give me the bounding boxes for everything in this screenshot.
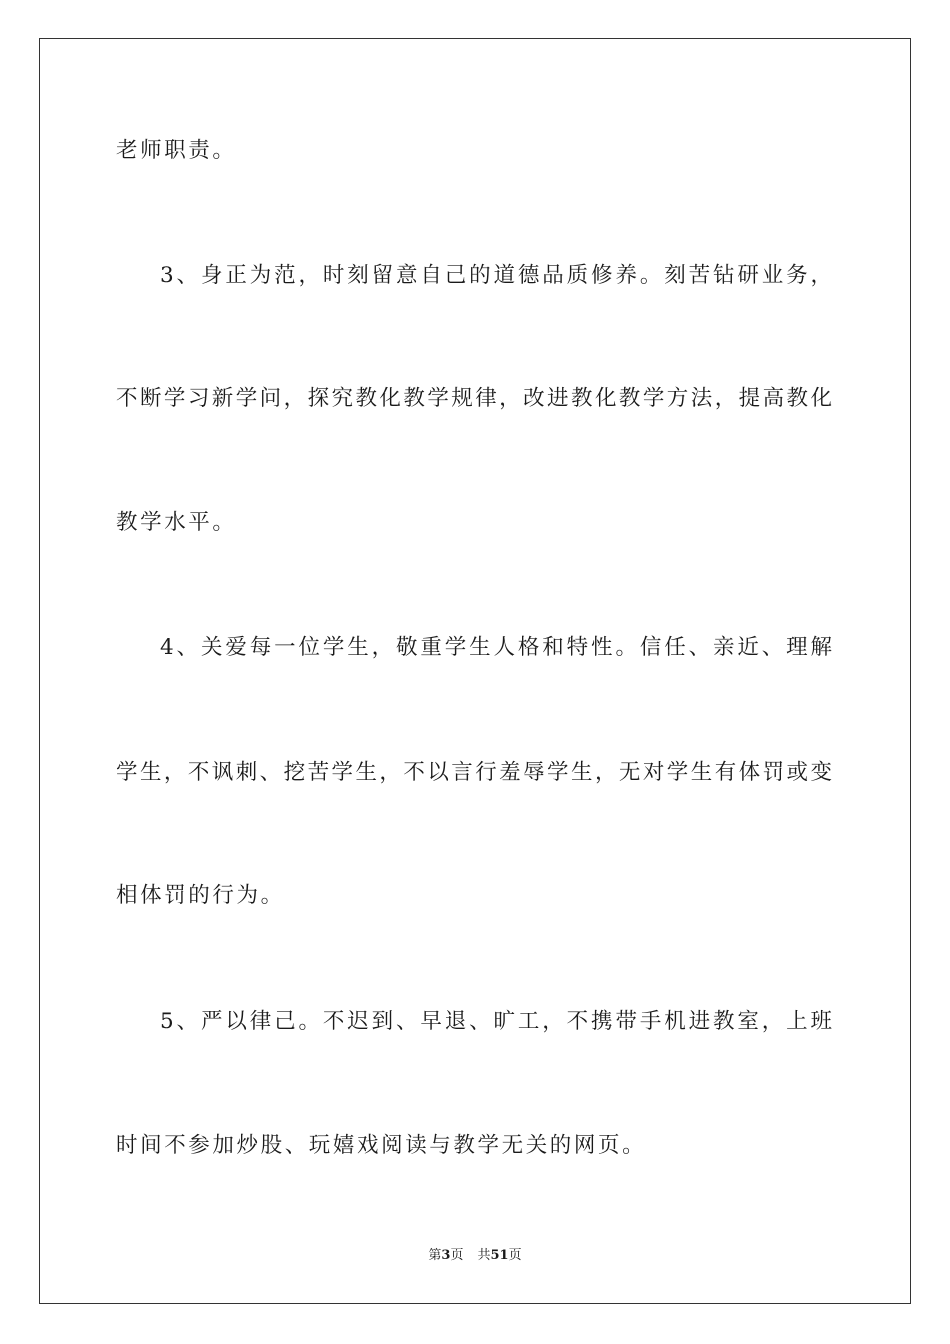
paragraph-line: 时间不参加炒股、玩嬉戏阅读与教学无关的网页。	[116, 1133, 647, 1158]
total-pages-number: 51	[490, 1248, 509, 1263]
total-pages-prefix: 共	[477, 1248, 491, 1263]
total-pages-suffix: 页	[508, 1248, 522, 1263]
paragraph-line: 教学水平。	[116, 510, 237, 535]
page-footer	[0, 1247, 950, 1265]
page-number-prefix: 第	[428, 1248, 442, 1263]
page-border	[39, 38, 911, 1304]
paragraph-line: 相体罚的行为。	[116, 883, 285, 908]
paragraph-line: 学生，不讽刺、挖苦学生，不以言行羞辱学生，无对学生有体罚或变	[116, 760, 832, 785]
paragraph-line: 5、严以律己。不迟到、早退、旷工，不携带手机进教室，上班	[160, 1009, 832, 1034]
paragraph-line: 4、关爱每一位学生，敬重学生人格和特性。信任、亲近、理解	[160, 635, 832, 660]
current-page-number: 3	[441, 1248, 451, 1263]
paragraph-line: 不断学习新学问，探究教化教学规律，改进教化教学方法，提高教化	[116, 386, 832, 411]
paragraph-line: 老师职责。	[116, 138, 237, 163]
paragraph-line: 3、身正为范，时刻留意自己的道德品质修养。刻苦钻研业务，	[160, 263, 832, 288]
page-number-suffix: 页	[450, 1248, 464, 1263]
